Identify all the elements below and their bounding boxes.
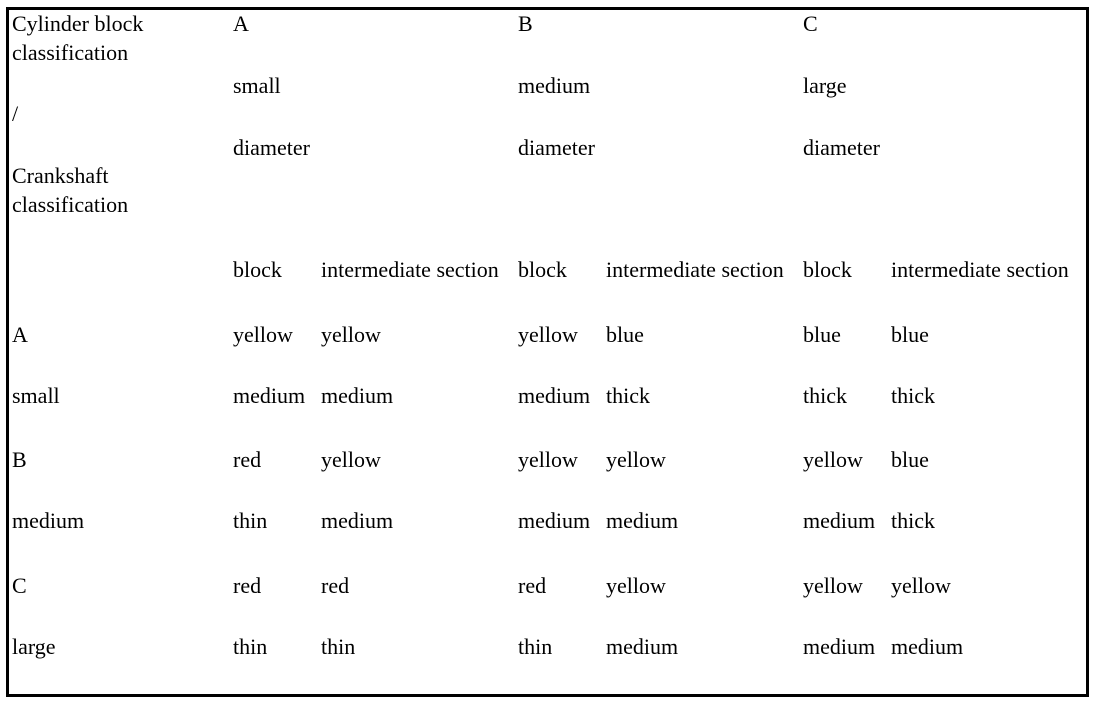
row-a-color-2: yellow [321, 322, 381, 347]
row-c-size: large [12, 634, 56, 659]
row-b-color-1: red [233, 447, 262, 472]
row-a-color-4: blue [606, 322, 644, 347]
row-b-color-6: blue [891, 447, 929, 472]
row-c-thickness-5: medium [803, 634, 876, 659]
row-a-thickness-1: medium [233, 383, 306, 408]
row-b-size: medium [12, 508, 85, 533]
row-a-color-1: yellow [233, 322, 293, 347]
subheader-block-a: block [233, 257, 282, 282]
row-a-color-3: yellow [518, 322, 578, 347]
row-b-thickness-4: medium [606, 508, 679, 533]
subheader-intermediate-a: intermediate section [321, 257, 499, 282]
column-code-b: B [518, 11, 533, 36]
corner-header-top [12, 9, 143, 67]
row-a-thickness-4: thick [606, 383, 650, 408]
corner-line-5: classification [12, 192, 129, 217]
row-b-code: B [12, 447, 27, 472]
subheader-block-c: block [803, 257, 852, 282]
corner-line-1: Cylinder block [12, 11, 144, 36]
row-c-color-4: yellow [606, 573, 666, 598]
corner-line-4: Crankshaft [12, 163, 109, 188]
corner-header-bottom [12, 161, 128, 219]
row-b-thickness-1: thin [233, 508, 268, 533]
row-b-color-5: yellow [803, 447, 863, 472]
row-b-thickness-6: thick [891, 508, 935, 533]
row-c-color-6: yellow [891, 573, 951, 598]
row-c-thickness-2: thin [321, 634, 356, 659]
row-b-color-3: yellow [518, 447, 578, 472]
column-code-a: A [233, 11, 249, 36]
row-c-thickness-3: thin [518, 634, 553, 659]
row-a-code: A [12, 322, 28, 347]
column-measure-a: diameter [233, 135, 310, 160]
row-c-color-2: red [321, 573, 350, 598]
subheader-block-b: block [518, 257, 567, 282]
row-c-color-3: red [518, 573, 547, 598]
row-b-thickness-5: medium [803, 508, 876, 533]
row-c-code: C [12, 573, 27, 598]
column-size-a: small [233, 73, 281, 98]
row-a-thickness-5: thick [803, 383, 847, 408]
row-c-thickness-1: thin [233, 634, 268, 659]
subheader-intermediate-c: intermediate section [891, 257, 1069, 282]
row-a-size: small [12, 383, 60, 408]
row-c-color-5: yellow [803, 573, 863, 598]
subheader-intermediate-b: intermediate section [606, 257, 784, 282]
column-size-b: medium [518, 73, 591, 98]
column-code-c: C [803, 11, 818, 36]
row-b-color-4: yellow [606, 447, 666, 472]
row-a-thickness-2: medium [321, 383, 394, 408]
row-c-color-1: red [233, 573, 262, 598]
row-a-color-6: blue [891, 322, 929, 347]
corner-line-2: classification [12, 40, 129, 65]
column-measure-c: diameter [803, 135, 880, 160]
row-a-thickness-3: medium [518, 383, 591, 408]
corner-line-3: / [12, 101, 19, 126]
row-a-color-5: blue [803, 322, 841, 347]
row-a-thickness-6: thick [891, 383, 935, 408]
column-size-c: large [803, 73, 847, 98]
row-c-thickness-4: medium [606, 634, 679, 659]
column-measure-b: diameter [518, 135, 595, 160]
row-b-thickness-3: medium [518, 508, 591, 533]
row-c-thickness-6: medium [891, 634, 964, 659]
row-b-color-2: yellow [321, 447, 381, 472]
row-b-thickness-2: medium [321, 508, 394, 533]
